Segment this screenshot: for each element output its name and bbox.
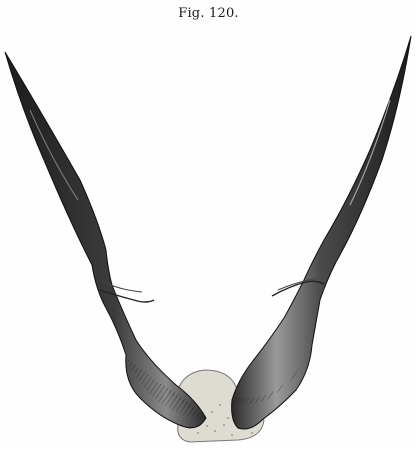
figure-caption: Fig. 120. — [178, 6, 239, 21]
left-horn — [5, 52, 206, 428]
right-horn — [232, 36, 411, 429]
